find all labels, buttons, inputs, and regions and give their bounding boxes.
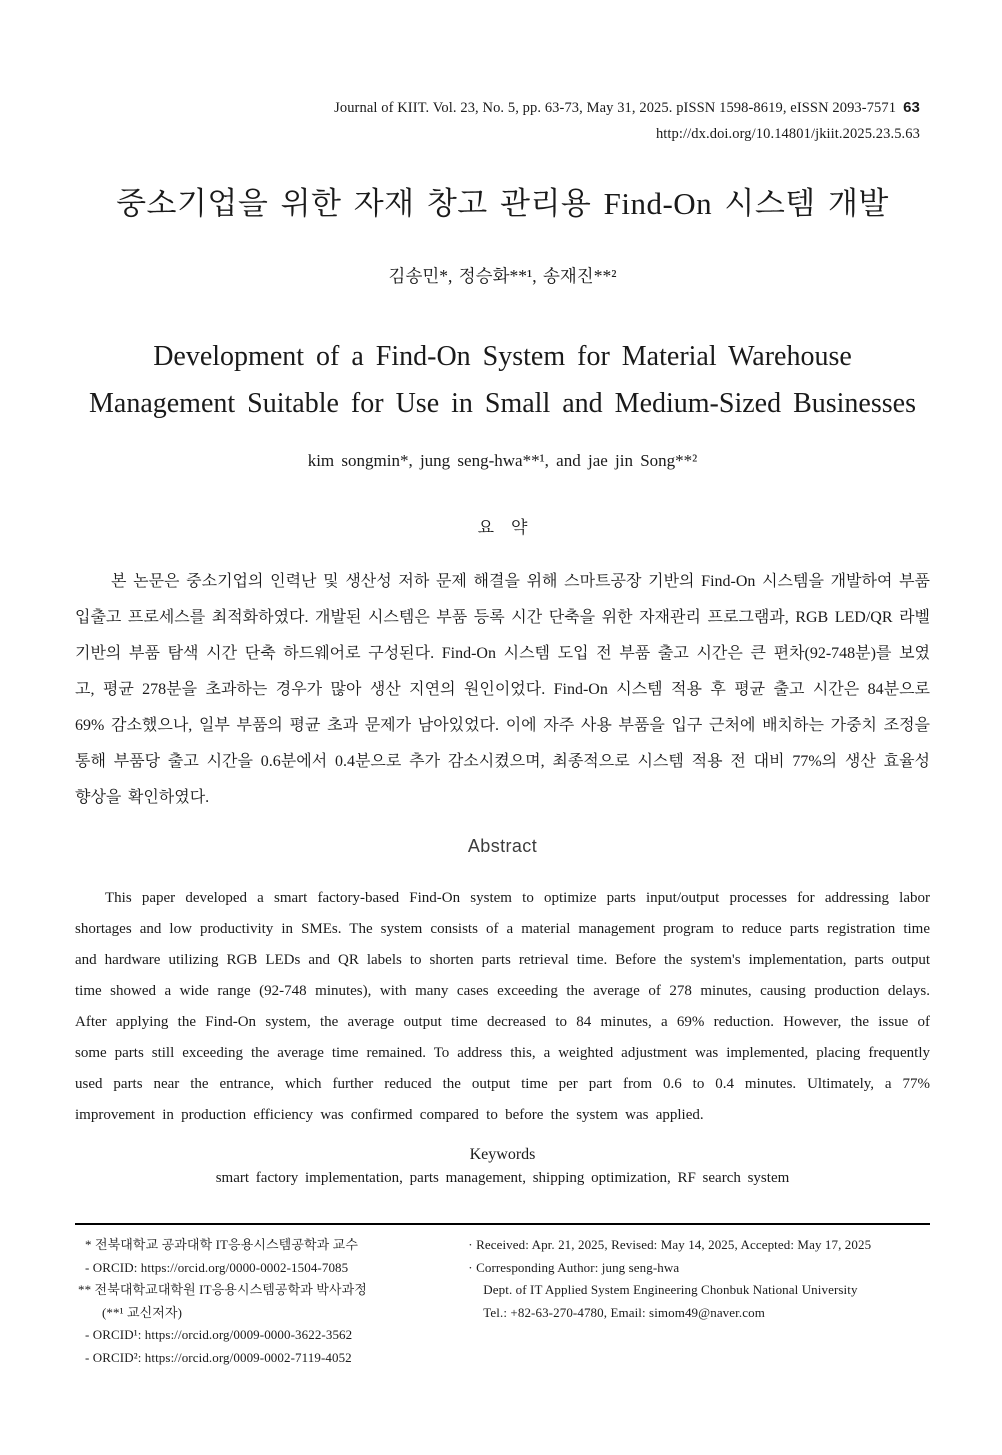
journal-info-line bbox=[75, 95, 920, 121]
footnote-orcid-2: - ORCID²: https://orcid.org/0009-0002-7119-4052 bbox=[85, 1349, 352, 1365]
footnote-department: Dept. of IT Applied System Engineering Chonbuk National University bbox=[483, 1282, 858, 1297]
footnote-orcid: - ORCID: https://orcid.org/0000-0002-1504-7085 bbox=[85, 1259, 349, 1275]
paper-title-english: Development of a Find-On System for Material Warehouse Management Suitable for Use in Small and Medium-Sized Businesses bbox=[89, 341, 916, 419]
korean-abstract-heading: 요 약 bbox=[477, 518, 528, 537]
footnotes-right-column bbox=[468, 1234, 930, 1369]
doi-line: http://dx.doi.org/10.14801/jkiit.2025.23.5.63 bbox=[655, 126, 920, 142]
korean-abstract-text: 본 논문은 중소기업의 인력난 및 생산성 저하 문제 해결을 위해 스마트공장 기반의 Find-On 시스템을 개발하여 부품 입출고 프로세스를 최적화하였다. 개발된 시스템은 부품 등록 시간 단축을 위한 자재관리 프로그램과, RGB LED/QR 라벨 기반의 부품 탐색 시간 단축 하드웨어로 구성된다. Find-On 시스템 도입 전 부품 출고 시간은 큰 편차(92-748분)를 보였고, 평균 278분을 초과하는 경우가 많아 생산 지연의 원인이었다. Find-On 시스템 적용 후 평균 출고 시간은 84분으로 69% 감소했으나, 일부 부품의 평균 초과 문제가 남아있었다. 이에 자주 사용 부품을 입구 근처에 배치하는 가중치 조정을 통해 부품당 출고 시간을 0.6분에서 0.4분으로 추가 감소시켰으며, 최종적으로 시스템 적용 전 대비 77%의 생산 효율성 향상을 확인하였다. bbox=[75, 573, 930, 806]
footnote-corresponding-note: (**¹ 교신저자) bbox=[102, 1304, 183, 1320]
authors-english: kim songmin*, jung seng-hwa**¹, and jae jin Song**² bbox=[307, 451, 698, 470]
keywords-heading: Keywords bbox=[469, 1146, 536, 1163]
authors-korean: 김송민*, 정승화**¹, 송재진**² bbox=[388, 266, 617, 286]
footnote-divider bbox=[75, 1223, 930, 1225]
abstract-heading: Abstract bbox=[467, 836, 538, 856]
footnotes bbox=[75, 1234, 930, 1369]
footnote-contact: Tel.: +82-63-270-4780, Email: simom49@naver.com bbox=[483, 1304, 765, 1320]
footnotes-left-column bbox=[75, 1234, 468, 1369]
journal-citation: Journal of KIIT. Vol. 23, No. 5, pp. 63-73, May 31, 2025. pISSN 1598-8619, eISSN 2093-7571 bbox=[334, 100, 897, 116]
keywords-text: smart factory implementation, parts management, shipping optimization, RF search system bbox=[215, 1170, 790, 1186]
journal-header bbox=[75, 0, 930, 147]
english-abstract-text: This paper developed a smart factory-based Find-On system to optimize parts input/output processes for addressing labor shortages and low productivity in SMEs. The system consists of a material management program to reduce parts registration time and hardware utilizing RGB LEDs and QR labels to shorten parts retrieval time. Before the system's implementation, parts output time showed a wide range (92-748 minutes), with many cases exceeding the average of 278 minutes, causing production delays. After applying the Find-On system, the average output time decreased to 84 minutes, a 69% reduction. However, the issue of some parts still exceeding the average time remained. To address this, a weighted adjustment was implemented, placing frequently used parts near the entrance, which further reduced the output time per part from 0.6 to 0.4 minutes. Ultimately, a 77% improvement in production efficiency was confirmed compared to before the system was applied. bbox=[75, 890, 930, 1123]
footnote-orcid-1: - ORCID¹: https://orcid.org/0009-0000-3622-3562 bbox=[85, 1327, 353, 1342]
footnote-dates: · Received: Apr. 21, 2025, Revised: May 14, 2025, Accepted: May 17, 2025 bbox=[468, 1237, 872, 1252]
footnote-corresponding-author: · Corresponding Author: jung seng-hwa bbox=[468, 1259, 680, 1275]
footnote-affiliation-2: ** 전북대학교대학원 IT응용시스템공학과 박사과정 bbox=[78, 1282, 367, 1297]
footnote-affiliation-1: * 전북대학교 공과대학 IT응용시스템공학과 교수 bbox=[85, 1237, 358, 1252]
page-number: 63 bbox=[903, 99, 920, 116]
paper-title-korean: 중소기업을 위한 자재 창고 관리용 Find-On 시스템 개발 bbox=[116, 186, 889, 221]
